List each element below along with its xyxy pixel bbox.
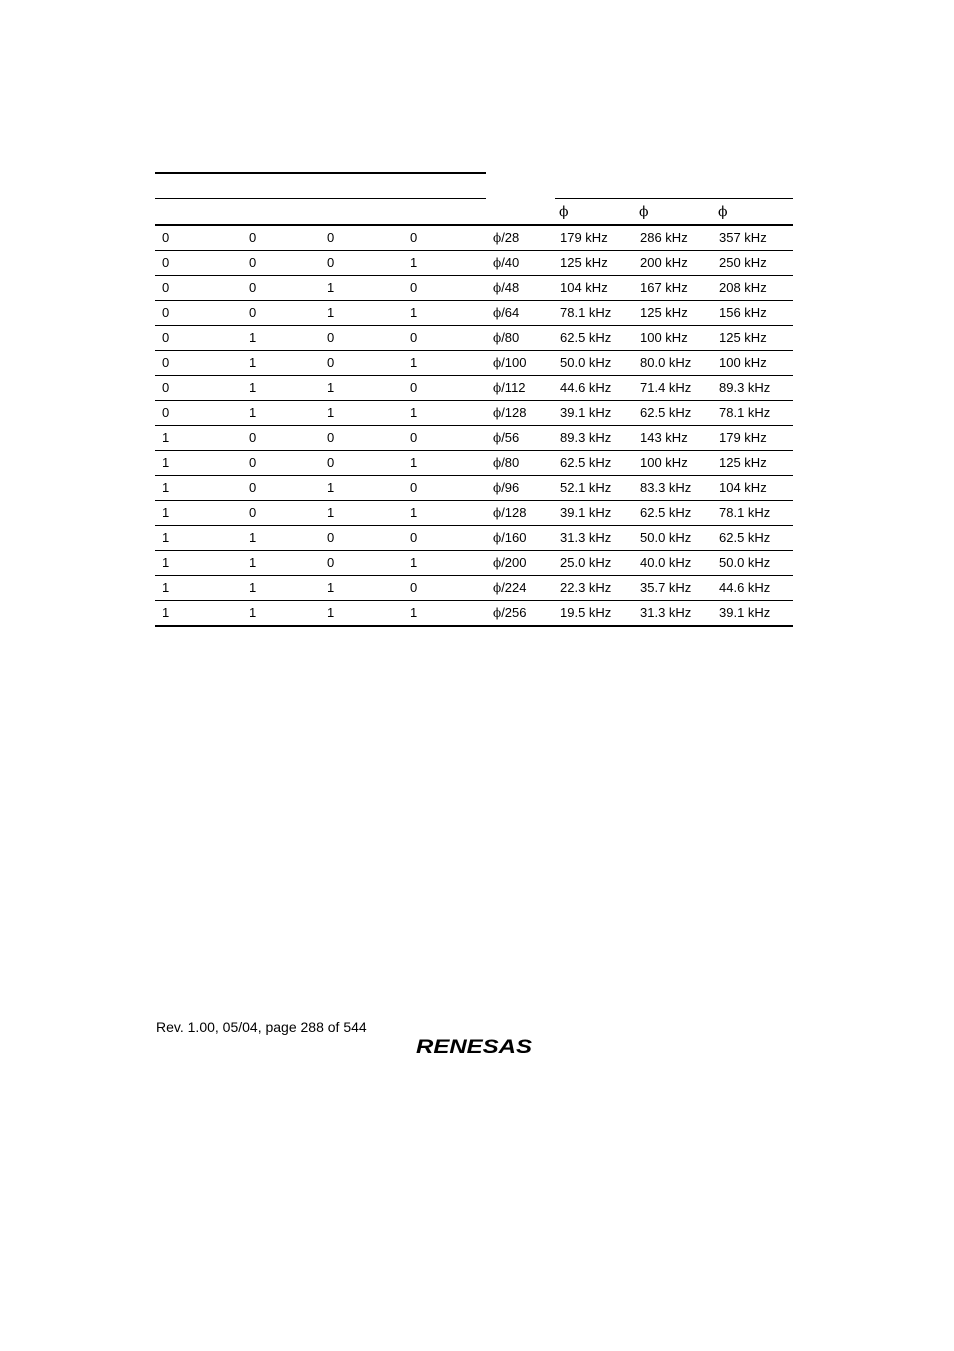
divider-value: /56 — [501, 430, 520, 445]
divider-cell — [493, 505, 527, 521]
table-header-rule-left — [155, 198, 486, 199]
bit-cell: 0 — [410, 330, 418, 345]
bit-cell: 1 — [327, 380, 335, 395]
bit-cell: 0 — [327, 430, 335, 445]
bit-cell: 1 — [162, 530, 170, 545]
bit-cell: 0 — [327, 455, 335, 470]
bit-cell: 0 — [249, 505, 257, 520]
divider-cell — [493, 380, 526, 396]
bit-cell: 0 — [249, 480, 257, 495]
divider-value: /100 — [501, 355, 527, 370]
frequency-cell: 89.3 kHz — [560, 430, 612, 445]
frequency-cell: 19.5 kHz — [560, 605, 612, 620]
table-row — [155, 501, 793, 526]
frequency-cell: 104 kHz — [560, 280, 608, 295]
phi-header-1: ϕ — [559, 204, 569, 220]
frequency-cell: 39.1 kHz — [560, 405, 612, 420]
phi-symbol: ϕ — [493, 531, 502, 545]
bit-cell: 0 — [249, 305, 257, 320]
divider-value: /80 — [501, 455, 520, 470]
renesas-logo-text: RENESAS — [416, 1037, 533, 1056]
frequency-cell: 125 kHz — [719, 330, 767, 345]
divider-value: /128 — [501, 505, 527, 520]
bit-cell: 1 — [249, 605, 257, 620]
divider-value: /256 — [501, 605, 527, 620]
frequency-cell: 31.3 kHz — [640, 605, 692, 620]
bit-cell: 1 — [249, 555, 257, 570]
frequency-cell: 22.3 kHz — [560, 580, 612, 595]
bit-cell: 1 — [410, 255, 418, 270]
divider-cell — [493, 605, 527, 621]
frequency-cell: 80.0 kHz — [640, 355, 692, 370]
bit-cell: 1 — [249, 355, 257, 370]
bit-cell: 0 — [327, 530, 335, 545]
divider-value: /96 — [501, 480, 520, 495]
table-row — [155, 351, 793, 376]
frequency-cell: 78.1 kHz — [719, 505, 771, 520]
table-row — [155, 401, 793, 426]
frequency-cell: 125 kHz — [560, 255, 608, 270]
divider-cell — [493, 230, 519, 246]
table-row — [155, 301, 793, 326]
bit-cell: 0 — [249, 455, 257, 470]
phi-symbol: ϕ — [493, 356, 502, 370]
bit-cell: 0 — [410, 430, 418, 445]
bit-cell: 0 — [410, 480, 418, 495]
bit-cell: 0 — [162, 255, 170, 270]
bit-cell: 0 — [410, 530, 418, 545]
frequency-cell: 39.1 kHz — [719, 605, 771, 620]
phi-symbol: ϕ — [493, 281, 502, 295]
phi-symbol: ϕ — [493, 481, 502, 495]
frequency-cell: 167 kHz — [640, 280, 688, 295]
frequency-cell: 52.1 kHz — [560, 480, 612, 495]
bit-cell: 1 — [410, 605, 418, 620]
bit-cell: 1 — [410, 455, 418, 470]
frequency-cell: 83.3 kHz — [640, 480, 692, 495]
divider-cell — [493, 480, 519, 496]
bit-cell: 1 — [327, 280, 335, 295]
phi-symbol: ϕ — [493, 506, 502, 520]
frequency-cell: 125 kHz — [640, 305, 688, 320]
divider-cell — [493, 355, 527, 371]
frequency-cell: 179 kHz — [560, 230, 608, 245]
bit-cell: 0 — [410, 380, 418, 395]
bit-cell: 0 — [249, 255, 257, 270]
page-footer-info: Rev. 1.00, 05/04, page 288 of 544 — [156, 1019, 367, 1035]
bit-cell: 1 — [249, 580, 257, 595]
bit-cell: 0 — [249, 230, 257, 245]
renesas-logo — [414, 1036, 534, 1056]
bit-cell: 0 — [162, 330, 170, 345]
frequency-cell: 62.5 kHz — [560, 455, 612, 470]
bit-cell: 1 — [162, 480, 170, 495]
frequency-cell: 208 kHz — [719, 280, 767, 295]
phi-symbol: ϕ — [493, 331, 502, 345]
divider-cell — [493, 305, 519, 321]
bit-cell: 1 — [327, 505, 335, 520]
table-row — [155, 576, 793, 601]
phi-symbol: ϕ — [493, 581, 502, 595]
phi-symbol: ϕ — [493, 381, 502, 395]
frequency-cell: 35.7 kHz — [640, 580, 692, 595]
bit-cell: 1 — [327, 605, 335, 620]
phi-symbol: ϕ — [493, 606, 502, 620]
frequency-cell: 50.0 kHz — [640, 530, 692, 545]
bit-cell: 0 — [327, 555, 335, 570]
phi-header-2: ϕ — [639, 204, 649, 220]
phi-symbol: ϕ — [493, 431, 502, 445]
bit-cell: 1 — [327, 580, 335, 595]
frequency-cell: 25.0 kHz — [560, 555, 612, 570]
table-row — [155, 451, 793, 476]
bit-cell: 1 — [410, 505, 418, 520]
frequency-cell: 100 kHz — [640, 455, 688, 470]
bit-cell: 0 — [410, 280, 418, 295]
bit-cell: 1 — [162, 555, 170, 570]
bit-cell: 1 — [249, 380, 257, 395]
phi-symbol: ϕ — [493, 306, 502, 320]
frequency-cell: 100 kHz — [640, 330, 688, 345]
bit-cell: 0 — [162, 380, 170, 395]
divider-value: /28 — [501, 230, 520, 245]
bit-cell: 1 — [162, 430, 170, 445]
phi-header-3: ϕ — [718, 204, 728, 220]
frequency-cell: 200 kHz — [640, 255, 688, 270]
divider-value: /128 — [501, 405, 527, 420]
frequency-cell: 44.6 kHz — [560, 380, 612, 395]
bit-cell: 1 — [249, 405, 257, 420]
divider-cell — [493, 455, 519, 471]
table-row — [155, 276, 793, 301]
table-row — [155, 251, 793, 276]
table-row — [155, 326, 793, 351]
bit-cell: 0 — [249, 280, 257, 295]
bit-cell: 1 — [162, 455, 170, 470]
divider-value: /48 — [501, 280, 520, 295]
table-row — [155, 426, 793, 451]
phi-symbol: ϕ — [493, 556, 502, 570]
frequency-cell: 104 kHz — [719, 480, 767, 495]
bit-cell: 1 — [249, 330, 257, 345]
table-row — [155, 601, 793, 625]
bit-cell: 0 — [249, 430, 257, 445]
divider-value: /200 — [501, 555, 527, 570]
table-row — [155, 476, 793, 501]
frequency-cell: 62.5 kHz — [560, 330, 612, 345]
frequency-cell: 357 kHz — [719, 230, 767, 245]
frequency-cell: 50.0 kHz — [560, 355, 612, 370]
table-row — [155, 551, 793, 576]
divider-cell — [493, 430, 519, 446]
bit-cell: 1 — [162, 580, 170, 595]
frequency-cell: 89.3 kHz — [719, 380, 771, 395]
frequency-cell: 62.5 kHz — [719, 530, 771, 545]
clock-frequency-table — [155, 224, 793, 627]
bit-cell: 1 — [327, 305, 335, 320]
divider-cell — [493, 405, 527, 421]
frequency-cell: 62.5 kHz — [640, 505, 692, 520]
bit-cell: 1 — [327, 480, 335, 495]
bit-cell: 1 — [410, 555, 418, 570]
table-row — [155, 226, 793, 251]
table-row — [155, 376, 793, 401]
phi-symbol: ϕ — [493, 231, 502, 245]
frequency-cell: 179 kHz — [719, 430, 767, 445]
frequency-cell: 156 kHz — [719, 305, 767, 320]
phi-symbol: ϕ — [493, 456, 502, 470]
frequency-cell: 62.5 kHz — [640, 405, 692, 420]
bit-cell: 0 — [410, 580, 418, 595]
phi-symbol: ϕ — [493, 256, 502, 270]
bit-cell: 1 — [410, 355, 418, 370]
frequency-cell: 71.4 kHz — [640, 380, 692, 395]
bit-cell: 0 — [327, 255, 335, 270]
frequency-cell: 125 kHz — [719, 455, 767, 470]
frequency-cell: 78.1 kHz — [719, 405, 771, 420]
bit-cell: 1 — [410, 405, 418, 420]
frequency-cell: 286 kHz — [640, 230, 688, 245]
divider-cell — [493, 580, 527, 596]
bit-cell: 0 — [327, 355, 335, 370]
divider-value: /80 — [501, 330, 520, 345]
divider-value: /40 — [501, 255, 520, 270]
divider-cell — [493, 280, 519, 296]
bit-cell: 0 — [162, 280, 170, 295]
frequency-cell: 143 kHz — [640, 430, 688, 445]
bit-cell: 1 — [410, 305, 418, 320]
bit-cell: 1 — [249, 530, 257, 545]
bit-cell: 1 — [162, 505, 170, 520]
divider-cell — [493, 530, 527, 546]
bit-cell: 0 — [162, 230, 170, 245]
table-row — [155, 526, 793, 551]
frequency-cell: 250 kHz — [719, 255, 767, 270]
bit-cell: 0 — [162, 405, 170, 420]
table-top-rule — [155, 172, 486, 174]
bit-cell: 0 — [162, 305, 170, 320]
bit-cell: 1 — [162, 605, 170, 620]
table-header-rule-right — [555, 198, 793, 199]
divider-value: /224 — [501, 580, 527, 595]
divider-value: /160 — [501, 530, 527, 545]
bit-cell: 0 — [162, 355, 170, 370]
bit-cell: 0 — [327, 230, 335, 245]
phi-symbol: ϕ — [493, 406, 502, 420]
bit-cell: 0 — [410, 230, 418, 245]
frequency-cell: 40.0 kHz — [640, 555, 692, 570]
bit-cell: 0 — [327, 330, 335, 345]
divider-value: /64 — [501, 305, 520, 320]
divider-cell — [493, 330, 519, 346]
frequency-cell: 78.1 kHz — [560, 305, 612, 320]
frequency-cell: 100 kHz — [719, 355, 767, 370]
divider-value: /112 — [501, 380, 526, 395]
divider-cell — [493, 255, 519, 271]
frequency-cell: 39.1 kHz — [560, 505, 612, 520]
frequency-cell: 44.6 kHz — [719, 580, 771, 595]
frequency-cell: 50.0 kHz — [719, 555, 771, 570]
divider-cell — [493, 555, 527, 571]
frequency-cell: 31.3 kHz — [560, 530, 612, 545]
bit-cell: 1 — [327, 405, 335, 420]
